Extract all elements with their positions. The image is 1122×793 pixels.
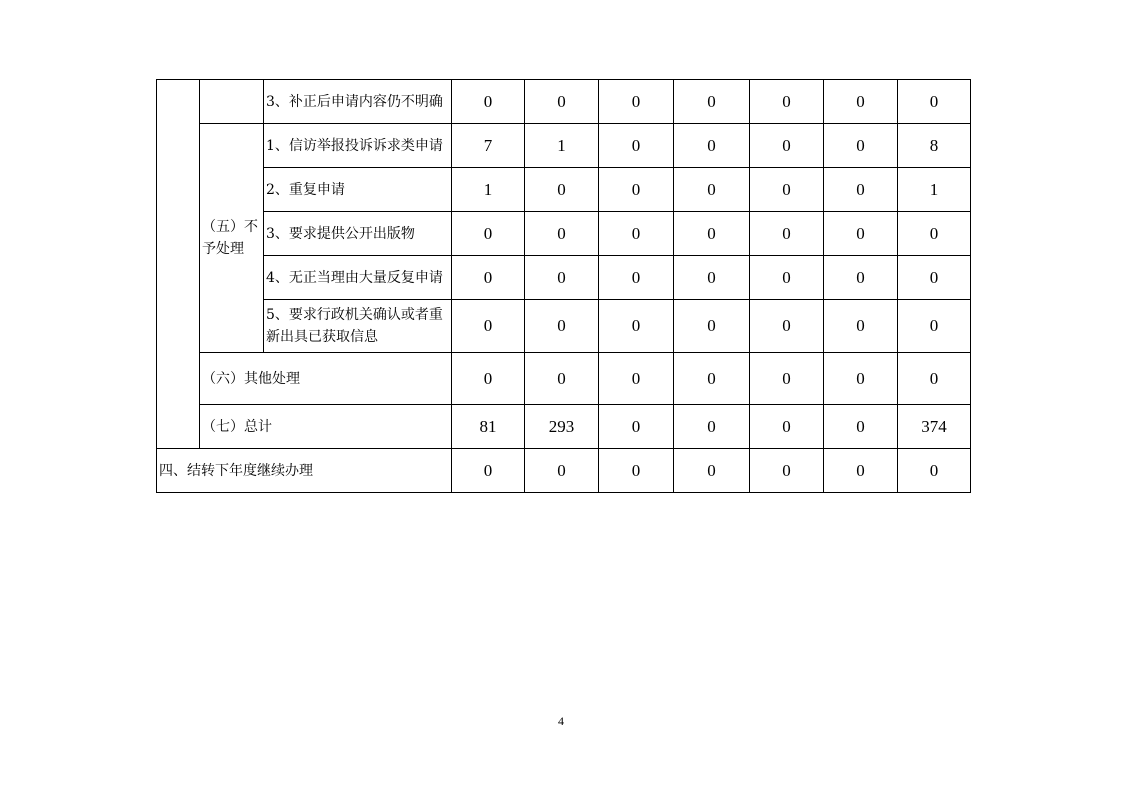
report-table	[156, 79, 971, 493]
value-cell: 0	[525, 300, 599, 353]
value-cell: 0	[898, 256, 971, 300]
value-cell: 0	[452, 256, 525, 300]
value-cell: 0	[599, 449, 674, 493]
value-cell: 0	[599, 405, 674, 449]
value-cell: 0	[824, 405, 898, 449]
value-cell: 0	[674, 80, 750, 124]
value-cell: 0	[599, 124, 674, 168]
value-cell: 0	[750, 405, 824, 449]
value-cell: 0	[898, 449, 971, 493]
group-five-label: （五）不予处理	[200, 124, 264, 353]
value-cell: 0	[452, 449, 525, 493]
value-cell: 0	[750, 124, 824, 168]
value-cell: 0	[750, 80, 824, 124]
value-cell: 0	[452, 80, 525, 124]
value-cell: 0	[674, 212, 750, 256]
value-cell: 1	[898, 168, 971, 212]
value-cell: 0	[750, 353, 824, 405]
value-cell: 0	[750, 168, 824, 212]
value-cell: 0	[525, 168, 599, 212]
value-cell: 0	[674, 168, 750, 212]
value-cell: 0	[898, 212, 971, 256]
value-cell: 0	[674, 300, 750, 353]
value-cell: 1	[452, 168, 525, 212]
value-cell: 293	[525, 405, 599, 449]
value-cell: 0	[898, 80, 971, 124]
value-cell: 0	[525, 353, 599, 405]
row-label: （七）总计	[200, 405, 452, 449]
value-cell: 0	[674, 256, 750, 300]
value-cell: 0	[824, 449, 898, 493]
value-cell: 0	[452, 353, 525, 405]
row-label: 3、要求提供公开出版物	[264, 212, 452, 256]
value-cell: 0	[824, 168, 898, 212]
value-cell: 0	[824, 80, 898, 124]
value-cell: 0	[525, 256, 599, 300]
value-cell: 0	[525, 212, 599, 256]
value-cell: 0	[599, 168, 674, 212]
table-row	[157, 353, 971, 405]
value-cell: 0	[452, 300, 525, 353]
value-cell: 0	[674, 405, 750, 449]
row-label: （六）其他处理	[200, 353, 452, 405]
page-number: 4	[558, 714, 564, 728]
value-cell: 81	[452, 405, 525, 449]
value-cell: 0	[824, 353, 898, 405]
value-cell: 0	[898, 353, 971, 405]
table-row	[157, 124, 971, 168]
row-label: 四、结转下年度继续办理	[157, 449, 452, 493]
value-cell: 0	[599, 353, 674, 405]
table-row	[157, 300, 971, 353]
value-cell: 0	[750, 212, 824, 256]
value-cell: 0	[674, 353, 750, 405]
row-label: 4、无正当理由大量反复申请	[264, 256, 452, 300]
value-cell: 0	[599, 300, 674, 353]
value-cell: 0	[750, 256, 824, 300]
value-cell: 0	[674, 449, 750, 493]
table-row	[157, 168, 971, 212]
row-label: 5、要求行政机关确认或者重新出具已获取信息	[264, 300, 452, 353]
value-cell: 0	[824, 300, 898, 353]
table-row	[157, 449, 971, 493]
row-label: 2、重复申请	[264, 168, 452, 212]
value-cell: 0	[898, 300, 971, 353]
outer-category-cell	[157, 80, 200, 449]
value-cell: 374	[898, 405, 971, 449]
table-row	[157, 405, 971, 449]
value-cell: 8	[898, 124, 971, 168]
value-cell: 0	[452, 212, 525, 256]
value-cell: 0	[750, 449, 824, 493]
value-cell: 0	[824, 212, 898, 256]
value-cell: 7	[452, 124, 525, 168]
row-label: 3、补正后申请内容仍不明确	[264, 80, 452, 124]
row-label: 1、信访举报投诉诉求类申请	[264, 124, 452, 168]
table-row	[157, 80, 971, 124]
table-row	[157, 256, 971, 300]
subcategory-blank-cell	[200, 80, 264, 124]
value-cell: 1	[525, 124, 599, 168]
value-cell: 0	[750, 300, 824, 353]
value-cell: 0	[525, 449, 599, 493]
value-cell: 0	[824, 124, 898, 168]
value-cell: 0	[599, 212, 674, 256]
value-cell: 0	[525, 80, 599, 124]
value-cell: 0	[824, 256, 898, 300]
table-row	[157, 212, 971, 256]
value-cell: 0	[674, 124, 750, 168]
value-cell: 0	[599, 256, 674, 300]
value-cell: 0	[599, 80, 674, 124]
